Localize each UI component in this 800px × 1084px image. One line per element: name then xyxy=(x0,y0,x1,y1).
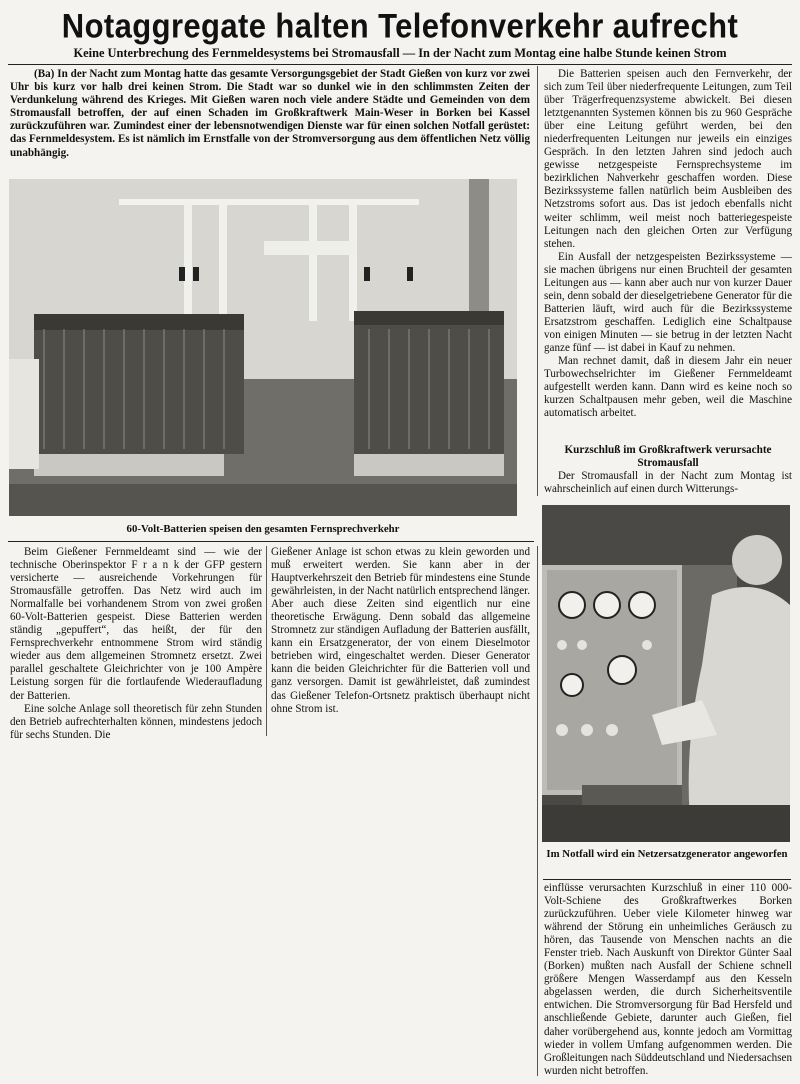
column-right-sub xyxy=(544,470,792,496)
lead-text: (Ba) In der Nacht zum Montag hatte das gesamte Versorgungsgebiet der Stadt Gießen von kurz vor zwei Uhr bis kurz vor halb drei keinen Strom. Die Stadt war so dunkel wie in den schlimmsten Zeiten der Verdunkelung während des Krieges. Mit Gießen waren noch viele andere Städte und Gemeinden von dem Stromausfall betroffen, der auf einen Schaden im Großkraftwerk Main-Weser in Borken bei Kassel zurückzuführen war. Zumindest einer der lebensnotwendigen Dienste war für einen solchen Notfall gerüstet: das Fernmeldesystem. Es ist nämlich im Ernstfalle von der Stromversorgung aus dem öffentlichen Netz völlig unabhängig. xyxy=(10,68,530,159)
generator-illustration xyxy=(542,505,790,842)
column-middle xyxy=(271,546,530,716)
column-left xyxy=(10,546,262,742)
right-sub-paragraph: Der Stromausfall in der Nacht zum Montag ist wahrscheinlich auf einen durch Witterungs- xyxy=(544,470,792,496)
caption-rule-right xyxy=(543,879,791,880)
right-bottom-paragraph: einflüsse verursachten Kurzschluß in einer 110 000-Volt-Schiene des Großkraftwerkes Borken zurückzuführen. Ueber viele Kilometer hinweg war während der Störung ein unheimliches Geräusch zu hören, das Tausende von Menschen nachts an die Fenster trieb. Nach Auskunft von Direktor Günter Saal (Borken) mußten nach Ausfall der Schiene schnell größere Mengen Wasserdampf aus den Kesseln abgelassen werden, die durch Sicherheitsventile entwichen. Die Stromversorgung für Bad Hersfeld und anschließende Gebiete, darunter auch Gießen, fiel daher vorübergehend aus, konnte jedoch am Vormittag wieder in vollem Umfang aufgenommen werden. Die Großleitungen nach Süddeutschland und Niedersachsen wurden nicht betroffen. xyxy=(544,882,792,1077)
column-divider xyxy=(537,66,538,496)
battery-illustration xyxy=(9,179,517,516)
left-paragraph-1: Beim Gießener Fernmeldeamt sind — wie der technische Oberinspektor F r a n k der GFP gestern versicherte — ausreichende Vorkehrungen für Stromausfälle getroffen. Das Netz wird auch im Normalfalle bei vorhandenem Strom von zwei großen 60-Volt-Batterien gespeist. Diese Batterien werden ständig „gepuffert“, das heißt, der für den Fernsprechverkehr entnommene Strom wird ständig wieder aus dem allgemeinen Stromnetz ersetzt. Zwei parallel geschaltete Gleichrichter von je 100 Ampère Leistung sorgen für die fortlaufende Wiederaufladung der Batterien. xyxy=(10,546,262,702)
right-paragraph-2: Ein Ausfall der netzgespeisten Bezirkssysteme — sie machen übrigens nur einen Bruchteil der gesamten Leitungen aus — kann aber auch nur von kurzer Dauer sein, denn sobald der dieselgetriebene Generator für die Batterien läuft, wird auch für die Bezirkssysteme Ersatzstrom geschaffen. Lediglich eine Schaltpause von einigen Minuten — sie betrug in der letzten Nacht ganze fünf — ist dabei in Kauf zu nehmen. xyxy=(544,250,792,354)
right-paragraph-3: Man rechnet damit, daß in diesem Jahr ein neuer Turbowechselrichter im Gießener Fernmeldeamt aufgestellt werden kann. Dann wird es keine noch so kurzen Schaltpausen mehr geben, weil die Maschine automatisch arbeitet. xyxy=(544,355,792,420)
column-right-bottom xyxy=(544,882,792,1078)
header-rule xyxy=(8,64,792,65)
battery-photo xyxy=(9,179,517,516)
caption-rule xyxy=(8,541,534,542)
right-paragraph-1: Die Batterien speisen auch den Fernverkehr, der sich zum Teil über niederfrequente Leitungen, zum Teil über Trägerfrequenzsysteme abwickelt. Bei diesen letztgenannten Systemen können bis zu 960 Gespräche über eine Leitung geführt werden, bei den niederfrequenten Leitungen nur jeweils ein einziges Gespräch. In den letzten Jahren sind jedoch auch gewisse netzgespeiste Fernsprechsysteme im bezirklichen Nahverkehr geschaffen worden. Diese Bezirkssysteme fallen natürlich beim Ausbleiben des Netzstroms sofort aus. Das ist jedoch ebenfalls nicht weiter schlimm, weil meist noch batteriegespeiste Leitungen nach den gleichen Orten zur Verfügung stehen. xyxy=(544,68,792,250)
battery-photo-caption: 60-Volt-Batterien speisen den gesamten Fernsprechverkehr xyxy=(126,523,400,535)
column-divider-right-bottom xyxy=(537,546,538,1076)
subheadline: Keine Unterbrechung des Fernmeldesystems bei Stromausfall — In der Nacht zum Montag eine halbe Stunde keinen Strom xyxy=(73,46,727,60)
generator-photo-caption: Im Notfall wird ein Netzersatzgenerator angeworfen xyxy=(546,848,788,860)
headline: Notaggregate halten Telefonverkehr aufrecht xyxy=(61,6,739,46)
lead-paragraph xyxy=(10,68,530,160)
generator-photo xyxy=(542,505,790,842)
middle-paragraph-1: Gießener Anlage ist schon etwas zu klein geworden und muß erweitert werden. Sie kann aber in der Hauptverkehrszeit den Betrieb für mindestens eine Stunde gewährleisten, in der Nacht natürlich entsprechend länger. Aber auch diese Zeiten sind eigentlich nur eine theoretische Erwägung. Denn sobald das allgemeine Stromnetz zur ständigen Aufladung der Batterien ausfällt, kann ein Ersatzgenerator, der von einem Dieselmotor betrieben wird, eingeschaltet werden. Dieser Generator kann die beiden Gleichrichter für die Batterien voll und ganz versorgen. Damit ist gewährleistet, daß zumindest das Gießener Telefon-Ortsnetz praktisch überhaupt nicht ohne Strom ist. xyxy=(271,546,530,715)
column-right-top xyxy=(544,68,792,420)
right-subhead: Kurzschluß im Großkraftwerk verursachte Stromausfall xyxy=(564,444,772,470)
left-paragraph-2: Eine solche Anlage soll theoretisch für zehn Stunden den Betrieb aufrechterhalten können, mindestens jedoch für sechs Stunden. Die xyxy=(10,702,262,741)
column-divider-bottom xyxy=(266,546,267,736)
